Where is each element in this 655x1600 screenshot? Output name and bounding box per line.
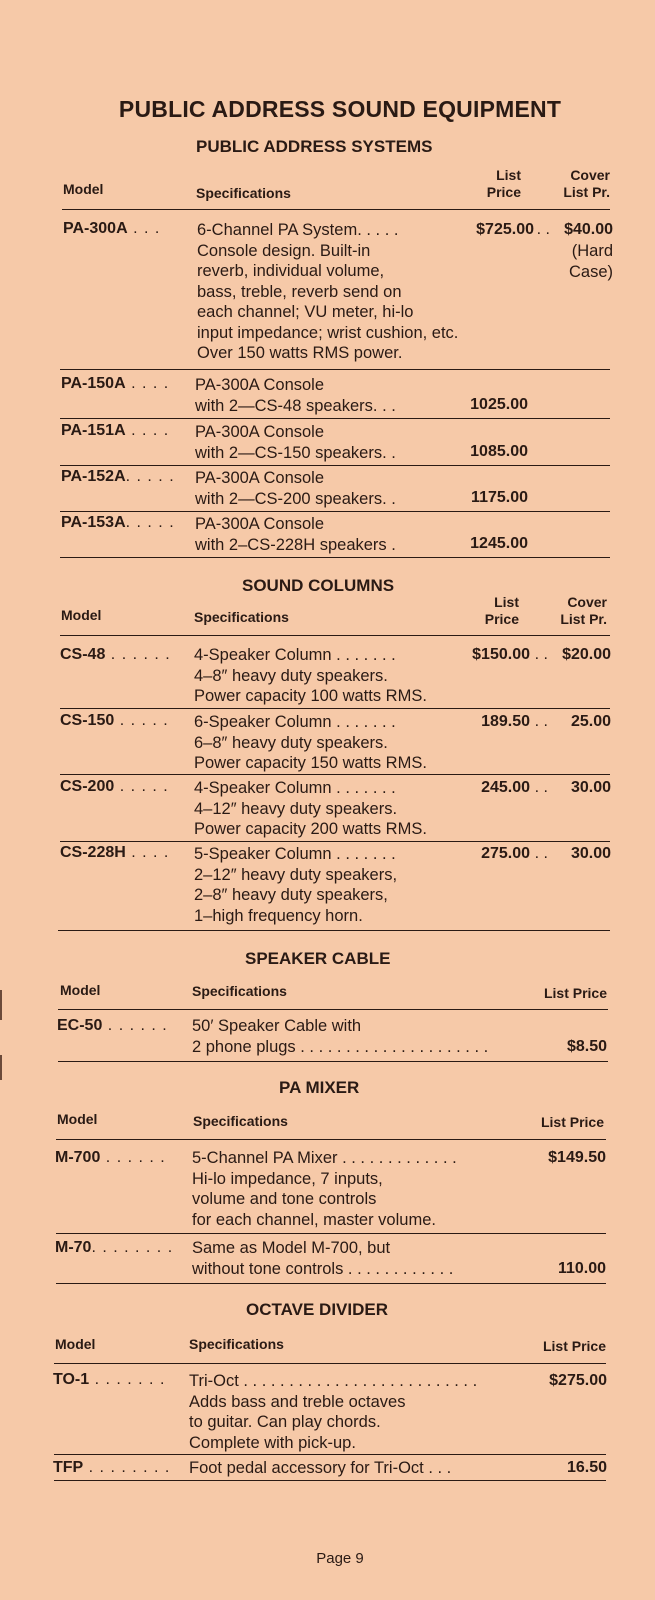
model-number: CS-150 . . . . . — [60, 712, 169, 729]
cover-price: $40.00 — [564, 221, 613, 238]
header-model: Model — [60, 982, 101, 998]
list-price: $275.00 — [549, 1372, 607, 1389]
section-end-rule — [60, 557, 610, 558]
price-leader: . . — [534, 713, 548, 730]
header-list-price: List Price — [543, 985, 607, 1001]
header-list-price: List Price — [486, 167, 521, 200]
row-divider — [60, 708, 610, 709]
specification: 50′ Speaker Cable with 2 phone plugs . . . . . . . . . . . . . . . . . . . . . — [192, 1017, 489, 1056]
model-number: CS-200 . . . . . — [60, 778, 169, 795]
row-divider — [60, 418, 610, 419]
section-end-rule — [56, 1283, 606, 1284]
specification: PA-300A Console with 2—CS-48 speakers. . . — [195, 376, 396, 415]
specification: 6-Speaker Column . . . . . . . 6–8″ heavy duty speakers. Power capacity 150 watts RMS. — [194, 713, 427, 772]
section-title-pa-mixer: PA MIXER — [279, 1078, 360, 1097]
header-model: Model — [57, 1111, 98, 1127]
row-divider — [60, 774, 610, 775]
list-price: 189.50 — [481, 713, 530, 730]
model-number: M-70. . . . . . . . — [55, 1239, 174, 1256]
cover-note: (Hard Case) — [568, 242, 613, 281]
header-rule — [58, 1009, 608, 1010]
price-leader: . . — [534, 779, 548, 796]
model-number: PA-300A . . . — [63, 220, 161, 237]
specification: Same as Model M-700, but without tone controls . . . . . . . . . . . . — [192, 1239, 454, 1278]
header-list-price: List Price — [540, 1114, 604, 1130]
section-title-pa-systems: PUBLIC ADDRESS SYSTEMS — [196, 137, 433, 156]
list-price: 1025.00 — [470, 396, 528, 413]
header-list-price: List Price — [542, 1338, 606, 1354]
section-end-rule — [58, 1061, 608, 1062]
specification: PA-300A Console with 2–CS-228H speakers . — [195, 515, 396, 554]
section-end-rule — [54, 1480, 606, 1481]
specification: Foot pedal accessory for Tri-Oct . . . — [189, 1459, 452, 1477]
model-number: CS-48 . . . . . . — [60, 646, 171, 663]
specification: 4-Speaker Column . . . . . . . 4–8″ heavy duty speakers. Power capacity 100 watts RMS. — [194, 646, 427, 705]
specification: PA-300A Console with 2—CS-150 speakers. . — [195, 423, 396, 462]
row-divider — [60, 841, 610, 842]
cover-price: 25.00 — [570, 713, 611, 730]
price-leader: . . — [534, 646, 548, 663]
specification: 4-Speaker Column . . . . . . . 4–12″ heavy duty speakers. Power capacity 200 watts RMS. — [194, 779, 427, 838]
header-model: Model — [63, 181, 104, 197]
header-rule — [54, 1363, 606, 1364]
model-number: EC-50 . . . . . . — [57, 1017, 168, 1034]
model-number: PA-151A . . . . — [61, 422, 170, 439]
list-price: 110.00 — [557, 1260, 606, 1277]
model-number: TFP . . . . . . . . — [53, 1459, 171, 1476]
list-price: $150.00 — [472, 646, 530, 663]
header-specifications: Specifications — [194, 609, 289, 625]
list-price: $149.50 — [548, 1149, 606, 1166]
header-model: Model — [61, 607, 102, 623]
specification: 5-Speaker Column . . . . . . . 2–12″ heavy duty speakers, 2–8″ heavy duty speakers, 1–high frequency horn. — [194, 845, 398, 925]
section-title-speaker-cable: SPEAKER CABLE — [245, 949, 391, 968]
specification: Tri-Oct . . . . . . . . . . . . . . . . . . . . . . . . . . Adds bass and treble octaves to guitar. Can play chords. Complete with pick-up. — [189, 1372, 478, 1452]
specification: 6-Channel PA System. . . . . Console design. Built-in reverb, individual volume, bass, treble, reverb send on each channel; VU meter, hi-lo input impedance; wrist cushion, etc. Over 150 watts RMS power. — [197, 221, 459, 362]
row-divider — [54, 1454, 606, 1455]
list-price: 275.00 — [481, 845, 530, 862]
header-rule — [56, 1139, 606, 1140]
header-rule — [62, 209, 610, 210]
cover-price: $20.00 — [562, 646, 611, 663]
row-divider — [56, 1233, 606, 1234]
price-leader: . . — [536, 221, 550, 238]
section-title-sound-columns: SOUND COLUMNS — [242, 576, 395, 595]
list-price: 1085.00 — [470, 443, 528, 460]
header-model: Model — [55, 1336, 96, 1352]
row-divider — [60, 369, 610, 370]
page-number: Page 9 — [316, 1550, 364, 1567]
specification: 5-Channel PA Mixer . . . . . . . . . . . . . Hi-lo impedance, 7 inputs, volume and tone controls for each channel, master volume. — [192, 1149, 457, 1229]
list-price: 1245.00 — [470, 535, 528, 552]
cover-price: 30.00 — [570, 779, 611, 796]
header-cover-list-price: Cover List Pr. — [560, 594, 607, 627]
section-title-octave-divider: OCTAVE DIVIDER — [246, 1300, 388, 1319]
list-price: 245.00 — [481, 779, 530, 796]
list-price: 16.50 — [566, 1459, 607, 1476]
header-cover-list-price: Cover List Pr. — [563, 167, 610, 200]
header-specifications: Specifications — [189, 1336, 284, 1352]
model-number: TO-1 . . . . . . . — [53, 1371, 166, 1388]
price-leader: . . — [534, 845, 548, 862]
specification: PA-300A Console with 2—CS-200 speakers. . — [195, 469, 396, 508]
list-price: $8.50 — [566, 1038, 607, 1055]
section-end-rule — [58, 930, 610, 931]
page-title: PUBLIC ADDRESS SOUND EQUIPMENT — [118, 96, 562, 122]
model-number: CS-228H . . . . — [60, 844, 170, 861]
header-specifications: Specifications — [192, 983, 287, 999]
model-number: PA-153A. . . . . — [61, 514, 175, 531]
binding-edge-mark — [0, 1055, 2, 1080]
cover-price: 30.00 — [570, 845, 611, 862]
list-price: $725.00 — [476, 221, 534, 238]
header-specifications: Specifications — [193, 1113, 288, 1129]
model-number: PA-152A. . . . . — [61, 468, 175, 485]
list-price: 1175.00 — [471, 489, 528, 506]
model-number: M-700 . . . . . . — [55, 1149, 166, 1166]
header-specifications: Specifications — [196, 185, 291, 201]
model-number: PA-150A . . . . — [61, 375, 170, 392]
row-divider — [60, 465, 610, 466]
row-divider — [60, 511, 610, 512]
header-list-price: List Price — [484, 594, 519, 627]
header-rule — [60, 635, 610, 636]
binding-edge-mark — [0, 990, 2, 1020]
